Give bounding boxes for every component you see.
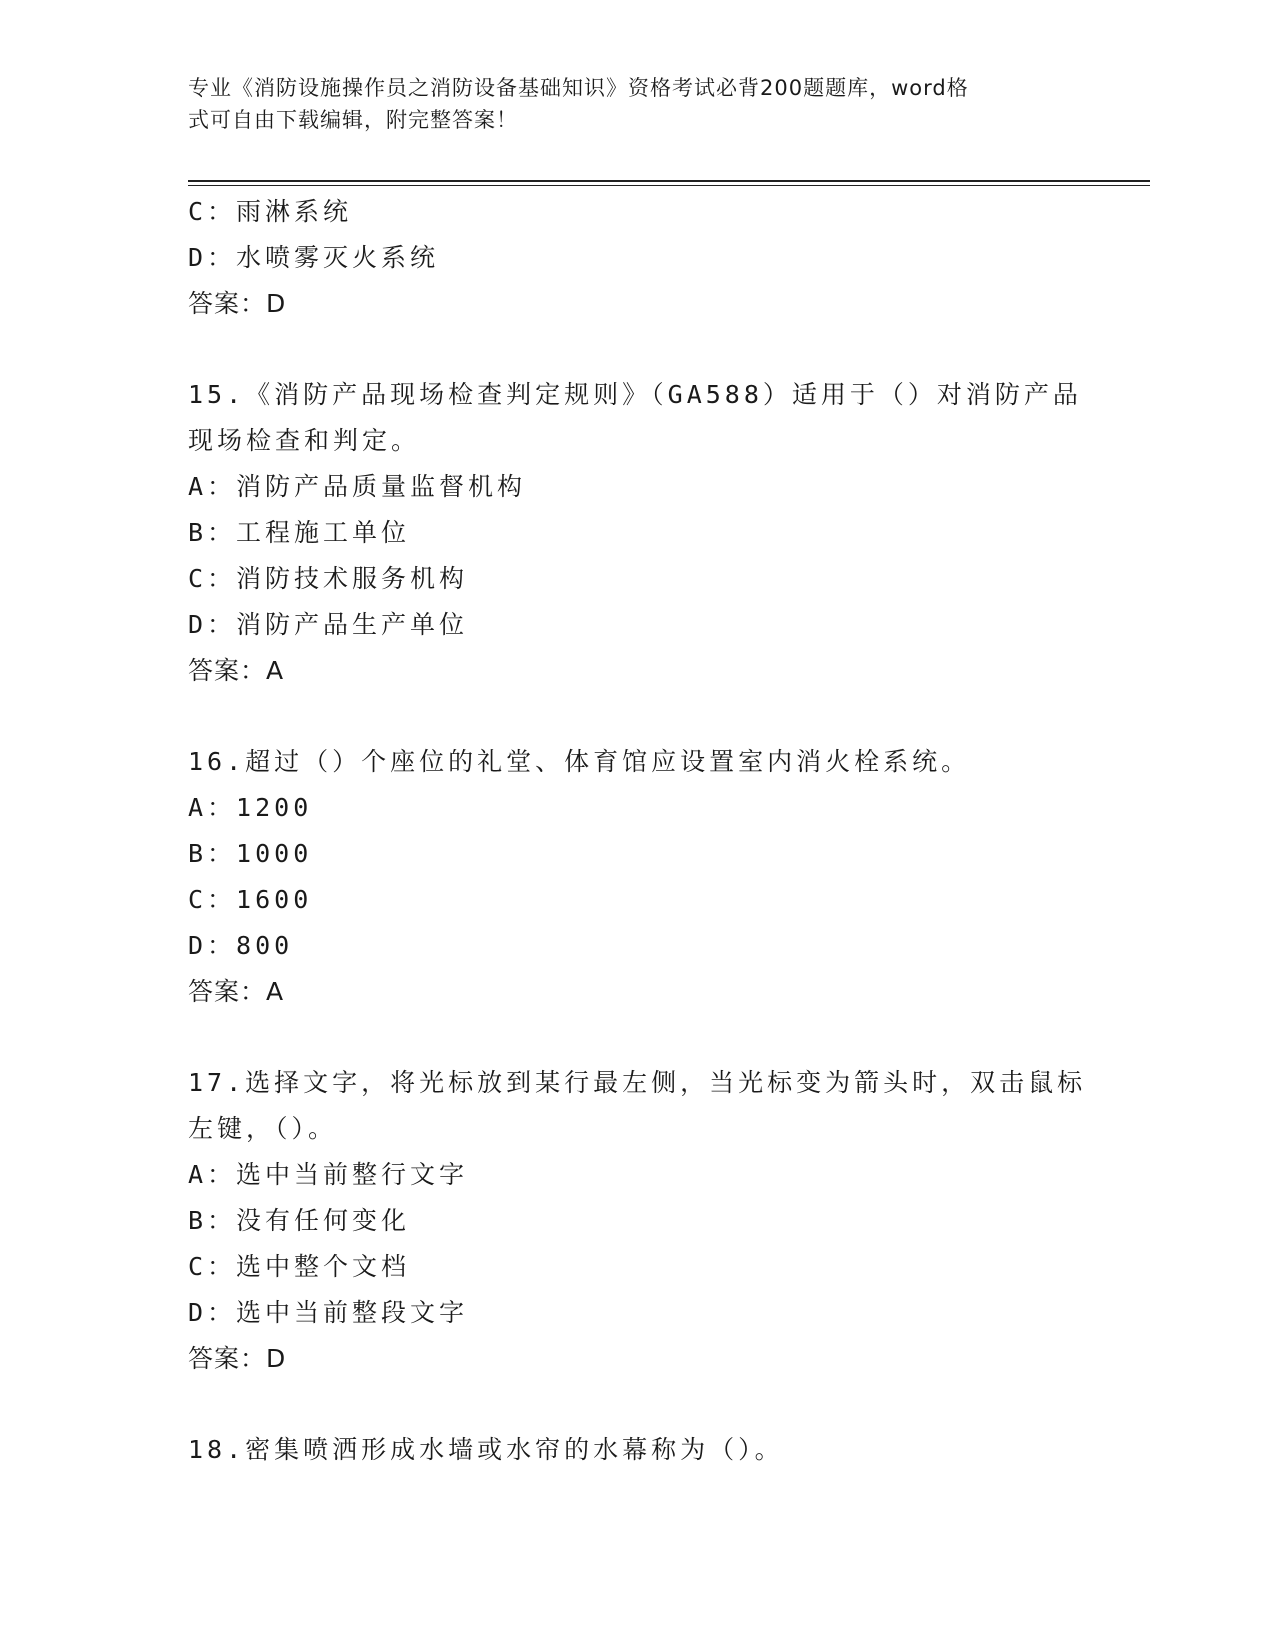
question-18	[188, 1427, 1108, 1473]
option-c: C：雨淋系统	[188, 197, 353, 226]
question-stem-line: 17.选择文字，将光标放到某行最左侧，当光标变为箭头时，双击鼠标	[188, 1068, 1087, 1097]
question-stem-line: 18.密集喷洒形成水墙或水帘的水幕称为（）。	[188, 1435, 784, 1464]
option-d: D：选中当前整段文字	[188, 1298, 469, 1327]
question-content	[188, 189, 1108, 1473]
option-a: A：1200	[188, 793, 313, 822]
question-stem-line: 16.超过（）个座位的礼堂、体育馆应设置室内消火栓系统。	[188, 747, 971, 776]
continued-question	[188, 189, 1108, 327]
option-c: C：选中整个文档	[188, 1252, 411, 1281]
header-line-2: 式可自由下载编辑，附完整答案！	[188, 108, 518, 132]
option-d: D：800	[188, 931, 294, 960]
question-stem-line: 15.《消防产品现场检查判定规则》（GA588）适用于（）对消防产品	[188, 380, 1082, 409]
option-c: C：1600	[188, 885, 313, 914]
option-b: B：1000	[188, 839, 313, 868]
question-15	[188, 372, 1108, 694]
answer-line: 答案：A	[188, 977, 285, 1006]
option-a: A：消防产品质量监督机构	[188, 472, 527, 501]
question-stem-line: 左键，（）。	[188, 1114, 338, 1143]
question-16	[188, 739, 1108, 1015]
option-a: A：选中当前整行文字	[188, 1160, 469, 1189]
option-d: D：消防产品生产单位	[188, 610, 469, 639]
option-b: B：工程施工单位	[188, 518, 411, 547]
option-b: B：没有任何变化	[188, 1206, 411, 1235]
header-divider-thin	[188, 185, 1150, 186]
option-d: D：水喷雾灭火系统	[188, 243, 440, 272]
header-divider-thick	[188, 180, 1150, 182]
answer-line: 答案：D	[188, 289, 287, 318]
header-line-1: 专业《消防设施操作员之消防设备基础知识》资格考试必背200题题库，word格	[188, 76, 969, 100]
answer-line: 答案：D	[188, 1344, 287, 1373]
answer-line: 答案：A	[188, 656, 285, 685]
question-stem-line: 现场检查和判定。	[188, 426, 421, 455]
option-c: C：消防技术服务机构	[188, 564, 469, 593]
question-17	[188, 1060, 1108, 1382]
document-header	[188, 72, 1068, 136]
